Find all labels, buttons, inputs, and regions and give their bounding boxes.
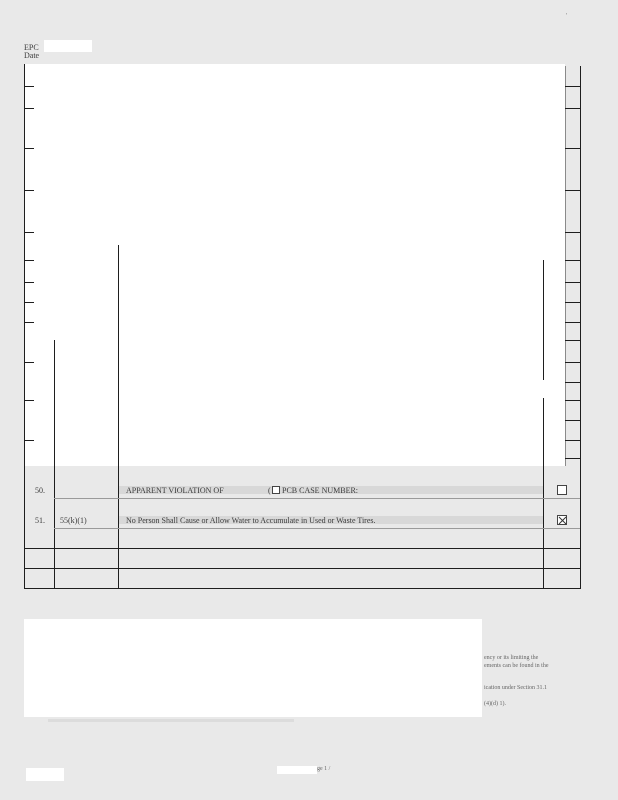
row-divider xyxy=(24,548,581,549)
note-fragment: (4)(d) 1). xyxy=(484,701,506,707)
row-tick xyxy=(24,302,34,303)
note-fragment: ency or its limiting the xyxy=(484,655,539,661)
row-tick xyxy=(24,260,34,261)
column-divider xyxy=(54,340,55,589)
note-fragment: ication under Section 31.1 xyxy=(484,685,547,691)
column-divider xyxy=(118,245,119,589)
row-tick xyxy=(24,400,34,401)
row-tick xyxy=(565,440,580,441)
row-tick xyxy=(565,148,580,149)
date-label: Date xyxy=(24,51,40,60)
epc-label: EPC xyxy=(24,43,39,52)
row-tick xyxy=(24,232,34,233)
row-tick xyxy=(565,458,580,459)
pcb-case-checkbox[interactable] xyxy=(272,486,280,494)
row-tick xyxy=(565,362,580,363)
redaction-block xyxy=(277,766,317,774)
page-label: ge 1 / xyxy=(317,766,331,772)
option-prefix: ( xyxy=(268,486,271,495)
row-tick xyxy=(565,382,580,383)
row-50-checkbox[interactable] xyxy=(557,485,567,495)
table-left-border xyxy=(24,64,25,589)
row-tick xyxy=(565,340,580,341)
row-divider xyxy=(54,498,580,499)
row-tick xyxy=(24,190,34,191)
row-tick xyxy=(565,420,580,421)
row-tick xyxy=(24,362,34,363)
row-tick xyxy=(24,86,34,87)
row-tick xyxy=(24,440,34,441)
row-section: 55(k)(1) xyxy=(60,516,87,525)
row-number: 51. xyxy=(35,516,45,525)
row-tick xyxy=(565,302,580,303)
row-tick xyxy=(24,322,34,323)
row-tick xyxy=(24,108,34,109)
row-tick xyxy=(24,282,34,283)
table-bottom-border xyxy=(24,588,581,589)
option-label: PCB CASE NUMBER: xyxy=(282,486,359,495)
redaction-block xyxy=(44,40,92,52)
column-divider xyxy=(543,398,544,589)
table-right-border xyxy=(580,66,581,589)
row-divider xyxy=(54,528,580,529)
checked-x-icon xyxy=(558,516,568,526)
row-number: 50. xyxy=(35,486,45,495)
row-tick xyxy=(565,282,580,283)
note-fragment: ements can be found in the xyxy=(484,663,549,669)
corner-mark: ' xyxy=(566,12,568,20)
redaction-block xyxy=(24,619,482,717)
faint-text-line xyxy=(48,719,294,722)
row-tick xyxy=(565,400,580,401)
row-tick xyxy=(565,322,580,323)
row-tick xyxy=(565,108,580,109)
row-tick xyxy=(565,260,580,261)
column-divider xyxy=(543,260,544,380)
column-divider xyxy=(565,66,566,466)
row-tick xyxy=(565,86,580,87)
row-51-checkbox[interactable] xyxy=(557,515,567,525)
redaction-block xyxy=(26,768,64,781)
row-tick xyxy=(565,232,580,233)
row-description: APPARENT VIOLATION OF xyxy=(126,486,224,495)
row-divider xyxy=(24,568,581,569)
redaction-block xyxy=(24,64,565,466)
row-tick xyxy=(565,190,580,191)
row-description: No Person Shall Cause or Allow Water to Accumulate in Used or Waste Tires. xyxy=(126,516,376,525)
row-tick xyxy=(24,148,34,149)
